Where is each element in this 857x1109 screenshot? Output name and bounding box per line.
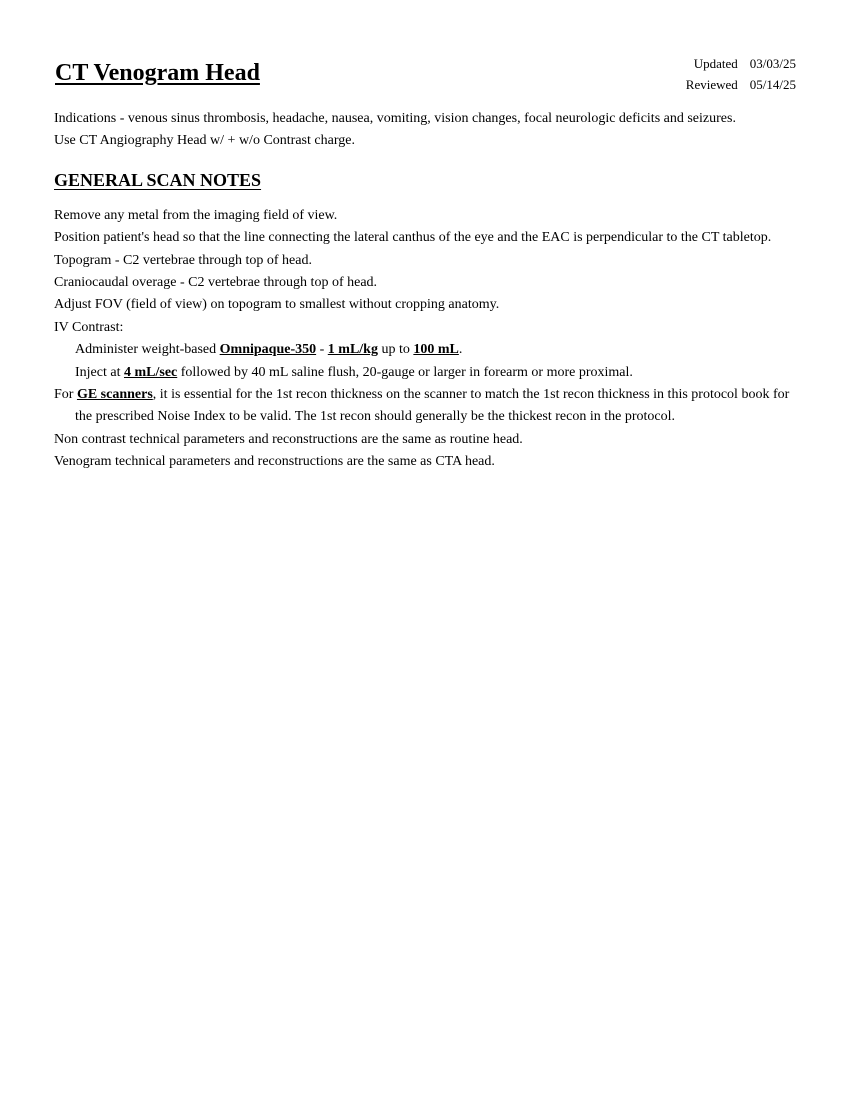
injection-rate: 4 mL/sec xyxy=(123,364,178,380)
dose-separator: - xyxy=(316,342,328,358)
updated-label: Updated xyxy=(693,56,738,71)
administer-note xyxy=(54,339,794,361)
section-heading-general-scan-notes: GENERAL SCAN NOTES xyxy=(54,169,262,190)
charge-text: Use CT Angiography Head w/ + w/o Contrast charge. xyxy=(54,133,355,149)
remove-metal-note: Remove any metal from the imaging field of view. xyxy=(54,207,338,223)
ge-prefix: For xyxy=(54,387,77,403)
reviewed-label: Reviewed xyxy=(685,77,738,92)
page-title: CT Venogram Head xyxy=(55,60,260,86)
venogram-note: Venogram technical parameters and reconstructions are the same as CTA head. xyxy=(54,454,495,470)
iv-contrast-label: IV Contrast: xyxy=(54,319,124,335)
administer-prefix: Administer weight-based xyxy=(75,342,220,358)
inject-note xyxy=(54,362,794,384)
craniocaudal-note: Craniocaudal overage - C2 vertebrae through top of head. xyxy=(54,275,378,291)
position-note: Position patient's head so that the line connecting the lateral canthus of the eye and the EAC is perpendicular to the CT tabletop. xyxy=(54,230,772,246)
inject-rest: followed by 40 mL saline flush, 20-gauge or larger in forearm or more proximal. xyxy=(177,364,633,380)
dose-value: 1 mL/kg xyxy=(327,342,378,358)
fov-note: Adjust FOV (field of view) on topogram to smallest without cropping anatomy. xyxy=(54,297,500,313)
indications-text: Indications - venous sinus thrombosis, headache, nausea, vomiting, vision changes, focal neurologic deficits and seizures. xyxy=(54,111,736,126)
ge-rest: , it is essential for the 1st recon thickness on the scanner to match the 1st recon thickness in this protocol book for the prescribed Noise Index to be valid. The 1st recon should generally be the thickest recon in the protocol. xyxy=(75,387,790,425)
topogram-note: Topogram - C2 vertebrae through top of head. xyxy=(54,252,312,268)
reviewed-row xyxy=(686,74,796,95)
max-dose-value: 100 mL xyxy=(413,342,459,358)
document-body xyxy=(54,108,794,474)
inject-prefix: Inject at xyxy=(75,364,124,380)
reviewed-date: 05/14/25 xyxy=(749,77,796,92)
updated-row xyxy=(686,53,796,74)
ge-scanners-term: GE scanners xyxy=(76,387,153,403)
non-contrast-note: Non contrast technical parameters and reconstructions are the same as routine head. xyxy=(54,431,523,447)
updated-date: 03/03/25 xyxy=(749,56,796,71)
dose-mid: up to xyxy=(377,342,414,358)
ge-scanners-note xyxy=(54,384,794,429)
document-dates xyxy=(686,53,796,95)
contrast-agent: Omnipaque-350 xyxy=(219,342,317,358)
dose-end: . xyxy=(458,342,463,358)
